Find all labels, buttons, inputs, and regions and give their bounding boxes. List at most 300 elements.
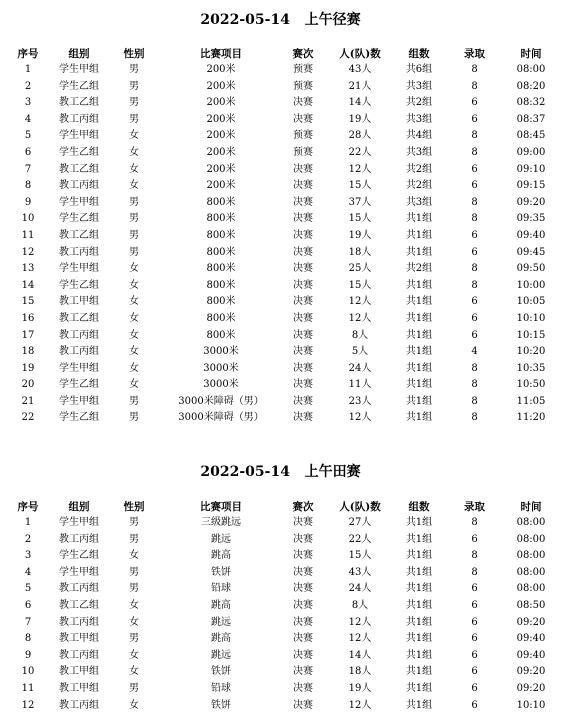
table-row: [0, 294, 561, 311]
cell-advance: 6: [471, 113, 478, 125]
table-row: [0, 598, 561, 615]
table-header-row: [0, 497, 561, 515]
cell-heats: 共1组: [405, 395, 433, 407]
cell-time: 08:32: [516, 97, 546, 109]
cell-index: 4: [24, 566, 32, 578]
cell-group: 教工丙组: [59, 533, 99, 545]
cell-gender: 男: [129, 80, 139, 92]
cell-event: 3000米: [203, 346, 239, 358]
cell-gender: 女: [129, 362, 139, 374]
table-row: [0, 195, 561, 212]
cell-gender: 女: [129, 329, 139, 341]
cell-heats: 共1组: [405, 279, 433, 291]
cell-index: 6: [24, 146, 32, 158]
cell-round: 决赛: [293, 180, 313, 192]
cell-index: 5: [24, 583, 32, 595]
cell-time: 08:00: [516, 64, 546, 75]
cell-heats: 共2组: [405, 163, 433, 175]
cell-gender: 女: [129, 649, 139, 661]
cell-participants: 18人: [348, 666, 372, 678]
cell-event: 铁饼: [211, 699, 231, 711]
cell-round: 决赛: [293, 599, 313, 611]
cell-participants: 22人: [348, 146, 372, 158]
cell-group: 学生乙组: [59, 279, 99, 291]
table-row: [0, 698, 561, 715]
cell-event: 三级跳远: [201, 517, 241, 528]
table-row: [0, 361, 561, 378]
cell-gender: 男: [129, 229, 139, 241]
cell-heats: 共3组: [405, 146, 433, 158]
cell-round: 决赛: [293, 533, 313, 545]
cell-event: 200米: [206, 64, 236, 75]
cell-time: 09:00: [516, 146, 546, 158]
header-index: 序号: [17, 500, 39, 513]
cell-event: 800米: [206, 329, 236, 341]
cell-round: 决赛: [293, 682, 313, 694]
cell-time: 09:20: [516, 682, 546, 694]
cell-time: 08:00: [516, 566, 546, 578]
cell-round: 决赛: [293, 97, 313, 109]
cell-group: 教工丙组: [59, 180, 99, 192]
cell-gender: 女: [129, 296, 139, 308]
cell-index: 3: [24, 97, 32, 109]
track-table-body: [0, 62, 561, 427]
cell-participants: 19人: [348, 113, 372, 125]
header-event: 比赛项目: [200, 47, 242, 60]
cell-advance: 6: [471, 633, 478, 645]
cell-group: 学生乙组: [59, 379, 99, 391]
cell-index: 4: [24, 113, 32, 125]
cell-participants: 28人: [348, 130, 372, 142]
cell-group: 教工甲组: [59, 633, 99, 645]
cell-group: 教工甲组: [59, 682, 99, 694]
cell-round: 决赛: [293, 517, 313, 528]
table-row: [0, 615, 561, 632]
cell-advance: 6: [471, 296, 478, 308]
cell-time: 10:20: [516, 346, 546, 358]
cell-advance: 6: [471, 533, 478, 545]
cell-index: 11: [21, 682, 35, 694]
cell-round: 决赛: [293, 379, 313, 391]
cell-event: 200米: [206, 80, 236, 92]
cell-index: 6: [24, 599, 32, 611]
cell-participants: 12人: [348, 699, 372, 711]
cell-gender: 女: [129, 379, 139, 391]
cell-time: 09:35: [516, 213, 546, 225]
cell-event: 800米: [206, 279, 236, 291]
cell-round: 预赛: [293, 146, 313, 158]
cell-group: 教工乙组: [59, 229, 99, 241]
cell-advance: 6: [471, 246, 478, 258]
table-row: [0, 344, 561, 361]
header-round: 赛次: [292, 500, 314, 513]
cell-time: 09:10: [516, 163, 546, 175]
cell-time: 09:45: [516, 246, 546, 258]
cell-event: 3000米障碍（男）: [178, 395, 264, 407]
cell-time: 09:15: [516, 180, 546, 192]
cell-event: 800米: [206, 263, 236, 275]
cell-time: 08:00: [516, 533, 546, 545]
cell-event: 3000米障碍（男）: [178, 412, 264, 424]
cell-time: 08:50: [516, 599, 546, 611]
cell-index: 12: [21, 246, 35, 258]
cell-round: 决赛: [293, 346, 313, 358]
cell-time: 10:50: [516, 379, 546, 391]
table-row: [0, 278, 561, 295]
cell-heats: 共1组: [405, 346, 433, 358]
cell-round: 决赛: [293, 566, 313, 578]
cell-group: 学生甲组: [59, 517, 99, 528]
cell-heats: 共1组: [405, 296, 433, 308]
cell-participants: 19人: [348, 682, 372, 694]
cell-round: 决赛: [293, 616, 313, 628]
cell-participants: 23人: [348, 395, 372, 407]
cell-participants: 15人: [348, 550, 372, 562]
cell-gender: 男: [129, 583, 139, 595]
cell-index: 2: [24, 533, 32, 545]
cell-advance: 6: [471, 583, 478, 595]
table-row: [0, 664, 561, 681]
cell-group: 教工丙组: [59, 583, 99, 595]
cell-advance: 8: [471, 196, 478, 208]
cell-round: 决赛: [293, 699, 313, 711]
cell-time: 09:50: [516, 263, 546, 275]
cell-gender: 女: [129, 346, 139, 358]
cell-heats: 共2组: [405, 180, 433, 192]
cell-participants: 14人: [348, 649, 372, 661]
cell-heats: 共1组: [405, 533, 433, 545]
field-schedule-table: [0, 497, 561, 714]
cell-event: 200米: [206, 163, 236, 175]
cell-gender: 女: [129, 699, 139, 711]
cell-advance: 6: [471, 229, 478, 241]
track-section-title: 2022-05-14 上午径赛: [200, 12, 361, 28]
cell-index: 22: [21, 412, 35, 424]
cell-heats: 共1组: [405, 616, 433, 628]
header-event: 比赛项目: [200, 500, 242, 513]
cell-index: 5: [24, 130, 32, 142]
cell-index: 15: [21, 296, 35, 308]
cell-group: 学生甲组: [59, 395, 99, 407]
table-row: [0, 548, 561, 565]
cell-round: 预赛: [293, 64, 313, 75]
cell-advance: 8: [471, 517, 478, 528]
cell-participants: 25人: [348, 263, 372, 275]
cell-round: 决赛: [293, 412, 313, 424]
cell-heats: 共1组: [405, 583, 433, 595]
cell-group: 学生乙组: [59, 550, 99, 562]
cell-heats: 共1组: [405, 379, 433, 391]
cell-round: 决赛: [293, 649, 313, 661]
cell-participants: 12人: [348, 163, 372, 175]
table-row: [0, 631, 561, 648]
cell-heats: 共2组: [405, 97, 433, 109]
cell-time: 10:05: [516, 296, 546, 308]
cell-event: 800米: [206, 296, 236, 308]
cell-heats: 共1组: [405, 517, 433, 528]
cell-event: 200米: [206, 180, 236, 192]
table-row: [0, 410, 561, 427]
cell-advance: 6: [471, 666, 478, 678]
table-row: [0, 245, 561, 262]
cell-event: 铁饼: [211, 666, 231, 678]
cell-heats: 共1组: [405, 649, 433, 661]
cell-heats: 共1组: [405, 362, 433, 374]
cell-round: 决赛: [293, 329, 313, 341]
cell-event: 铅球: [211, 682, 231, 694]
cell-gender: 女: [129, 163, 139, 175]
table-row: [0, 112, 561, 129]
cell-gender: 男: [129, 113, 139, 125]
cell-heats: 共6组: [405, 64, 433, 75]
cell-round: 决赛: [293, 263, 313, 275]
cell-round: 决赛: [293, 246, 313, 258]
cell-round: 决赛: [293, 395, 313, 407]
table-row: [0, 311, 561, 328]
cell-gender: 男: [129, 566, 139, 578]
table-row: [0, 128, 561, 145]
cell-round: 预赛: [293, 130, 313, 142]
cell-gender: 女: [129, 263, 139, 275]
cell-gender: 女: [129, 146, 139, 158]
cell-index: 1: [24, 64, 32, 75]
cell-time: 09:40: [516, 633, 546, 645]
cell-participants: 8人: [351, 599, 369, 611]
table-row: [0, 515, 561, 532]
cell-heats: 共1组: [405, 412, 433, 424]
cell-round: 决赛: [293, 362, 313, 374]
table-row: [0, 162, 561, 179]
cell-participants: 18人: [348, 246, 372, 258]
cell-advance: 8: [471, 566, 478, 578]
cell-participants: 43人: [348, 566, 372, 578]
cell-group: 学生甲组: [59, 566, 99, 578]
cell-advance: 6: [471, 616, 478, 628]
cell-participants: 12人: [348, 616, 372, 628]
header-gender: 性别: [123, 500, 145, 513]
cell-heats: 共1组: [405, 329, 433, 341]
cell-index: 19: [21, 362, 35, 374]
cell-event: 200米: [206, 146, 236, 158]
cell-gender: 女: [129, 180, 139, 192]
cell-heats: 共1组: [405, 229, 433, 241]
cell-gender: 女: [129, 599, 139, 611]
header-gender: 性别: [123, 47, 145, 60]
cell-heats: 共1组: [405, 213, 433, 225]
cell-event: 铁饼: [211, 566, 231, 578]
cell-round: 决赛: [293, 296, 313, 308]
cell-participants: 12人: [348, 312, 372, 324]
table-row: [0, 532, 561, 549]
cell-participants: 15人: [348, 279, 372, 291]
header-participants: 人(队)数: [339, 47, 381, 60]
cell-index: 11: [21, 229, 35, 241]
cell-participants: 15人: [348, 213, 372, 225]
cell-advance: 8: [471, 130, 478, 142]
cell-gender: 男: [129, 97, 139, 109]
cell-gender: 男: [129, 395, 139, 407]
cell-index: 17: [21, 329, 35, 341]
header-index: 序号: [17, 47, 39, 60]
table-row: [0, 228, 561, 245]
cell-gender: 女: [129, 312, 139, 324]
cell-group: 教工甲组: [59, 296, 99, 308]
cell-event: 3000米: [203, 379, 239, 391]
table-row: [0, 581, 561, 598]
cell-advance: 6: [471, 699, 478, 711]
cell-participants: 12人: [348, 633, 372, 645]
header-participants: 人(队)数: [339, 500, 381, 513]
table-row: [0, 95, 561, 112]
cell-gender: 男: [129, 412, 139, 424]
table-row: [0, 328, 561, 345]
cell-index: 3: [24, 550, 32, 562]
cell-heats: 共1组: [405, 312, 433, 324]
table-row: [0, 394, 561, 411]
cell-heats: 共1组: [405, 633, 433, 645]
cell-group: 学生乙组: [59, 146, 99, 158]
cell-gender: 男: [129, 246, 139, 258]
cell-advance: 8: [471, 379, 478, 391]
cell-group: 学生乙组: [59, 213, 99, 225]
cell-time: 08:00: [516, 517, 546, 528]
table-row: [0, 62, 561, 79]
cell-round: 决赛: [293, 312, 313, 324]
cell-time: 09:20: [516, 196, 546, 208]
cell-round: 决赛: [293, 163, 313, 175]
cell-group: 教工甲组: [59, 666, 99, 678]
cell-advance: 8: [471, 279, 478, 291]
cell-advance: 4: [471, 346, 478, 358]
table-row: [0, 648, 561, 665]
cell-heats: 共1组: [405, 666, 433, 678]
field-table-body: [0, 515, 561, 714]
cell-index: 16: [21, 312, 35, 324]
cell-round: 预赛: [293, 80, 313, 92]
cell-participants: 11人: [348, 379, 372, 391]
cell-time: 10:10: [516, 699, 546, 711]
cell-index: 10: [21, 213, 35, 225]
cell-index: 13: [21, 263, 35, 275]
cell-time: 08:00: [516, 583, 546, 595]
cell-round: 决赛: [293, 113, 313, 125]
cell-time: 09:20: [516, 616, 546, 628]
cell-round: 决赛: [293, 279, 313, 291]
cell-group: 学生甲组: [59, 362, 99, 374]
cell-heats: 共2组: [405, 263, 433, 275]
cell-advance: 8: [471, 64, 478, 75]
cell-time: 09:40: [516, 229, 546, 241]
header-advance: 录取: [464, 47, 485, 60]
cell-group: 教工乙组: [59, 599, 99, 611]
cell-participants: 37人: [348, 196, 372, 208]
table-row: [0, 681, 561, 698]
cell-participants: 8人: [351, 329, 369, 341]
cell-group: 学生甲组: [59, 196, 99, 208]
cell-advance: 8: [471, 80, 478, 92]
cell-participants: 27人: [348, 517, 372, 528]
cell-gender: 女: [129, 666, 139, 678]
header-group: 组别: [68, 47, 90, 60]
cell-time: 08:45: [516, 130, 546, 142]
cell-group: 学生乙组: [59, 80, 99, 92]
cell-time: 08:37: [516, 113, 546, 125]
cell-advance: 6: [471, 180, 478, 192]
cell-heats: 共3组: [405, 196, 433, 208]
cell-heats: 共1组: [405, 682, 433, 694]
cell-round: 决赛: [293, 666, 313, 678]
cell-advance: 6: [471, 649, 478, 661]
cell-gender: 男: [129, 64, 139, 75]
header-time: 时间: [520, 47, 542, 60]
cell-gender: 男: [129, 633, 139, 645]
cell-event: 跳高: [211, 633, 231, 645]
cell-group: 教工丙组: [59, 329, 99, 341]
cell-group: 学生甲组: [59, 263, 99, 275]
cell-participants: 21人: [348, 80, 372, 92]
cell-advance: 8: [471, 146, 478, 158]
cell-advance: 8: [471, 362, 478, 374]
cell-participants: 12人: [348, 412, 372, 424]
cell-participants: 22人: [348, 533, 372, 545]
header-advance: 录取: [464, 500, 485, 513]
cell-group: 教工丙组: [59, 699, 99, 711]
cell-advance: 6: [471, 163, 478, 175]
cell-group: 教工丙组: [59, 616, 99, 628]
cell-group: 教工乙组: [59, 312, 99, 324]
cell-index: 14: [21, 279, 35, 291]
cell-index: 21: [21, 395, 35, 407]
cell-index: 9: [24, 196, 32, 208]
cell-index: 8: [24, 633, 32, 645]
cell-gender: 女: [129, 550, 139, 562]
cell-event: 跳远: [211, 649, 231, 661]
cell-advance: 8: [471, 395, 478, 407]
cell-gender: 男: [129, 533, 139, 545]
cell-participants: 24人: [348, 583, 372, 595]
cell-time: 09:40: [516, 649, 546, 661]
cell-time: 10:15: [516, 329, 546, 341]
cell-heats: 共1组: [405, 699, 433, 711]
cell-group: 教工丙组: [59, 246, 99, 258]
cell-round: 决赛: [293, 633, 313, 645]
header-time: 时间: [520, 500, 542, 513]
cell-advance: 6: [471, 329, 478, 341]
cell-event: 跳高: [211, 599, 231, 611]
cell-round: 决赛: [293, 583, 313, 595]
cell-gender: 女: [129, 130, 139, 142]
cell-event: 200米: [206, 130, 236, 142]
cell-event: 800米: [206, 196, 236, 208]
table-row: [0, 211, 561, 228]
cell-index: 18: [21, 346, 35, 358]
cell-heats: 共1组: [405, 599, 433, 611]
cell-advance: 6: [471, 599, 478, 611]
cell-advance: 6: [471, 682, 478, 694]
cell-index: 20: [21, 379, 35, 391]
cell-participants: 12人: [348, 296, 372, 308]
cell-group: 教工乙组: [59, 163, 99, 175]
cell-advance: 6: [471, 312, 478, 324]
cell-participants: 24人: [348, 362, 372, 374]
header-group: 组别: [68, 500, 90, 513]
cell-advance: 8: [471, 412, 478, 424]
cell-round: 决赛: [293, 196, 313, 208]
cell-index: 10: [21, 666, 35, 678]
cell-heats: 共3组: [405, 113, 433, 125]
header-heats: 组数: [408, 500, 430, 513]
cell-round: 决赛: [293, 229, 313, 241]
